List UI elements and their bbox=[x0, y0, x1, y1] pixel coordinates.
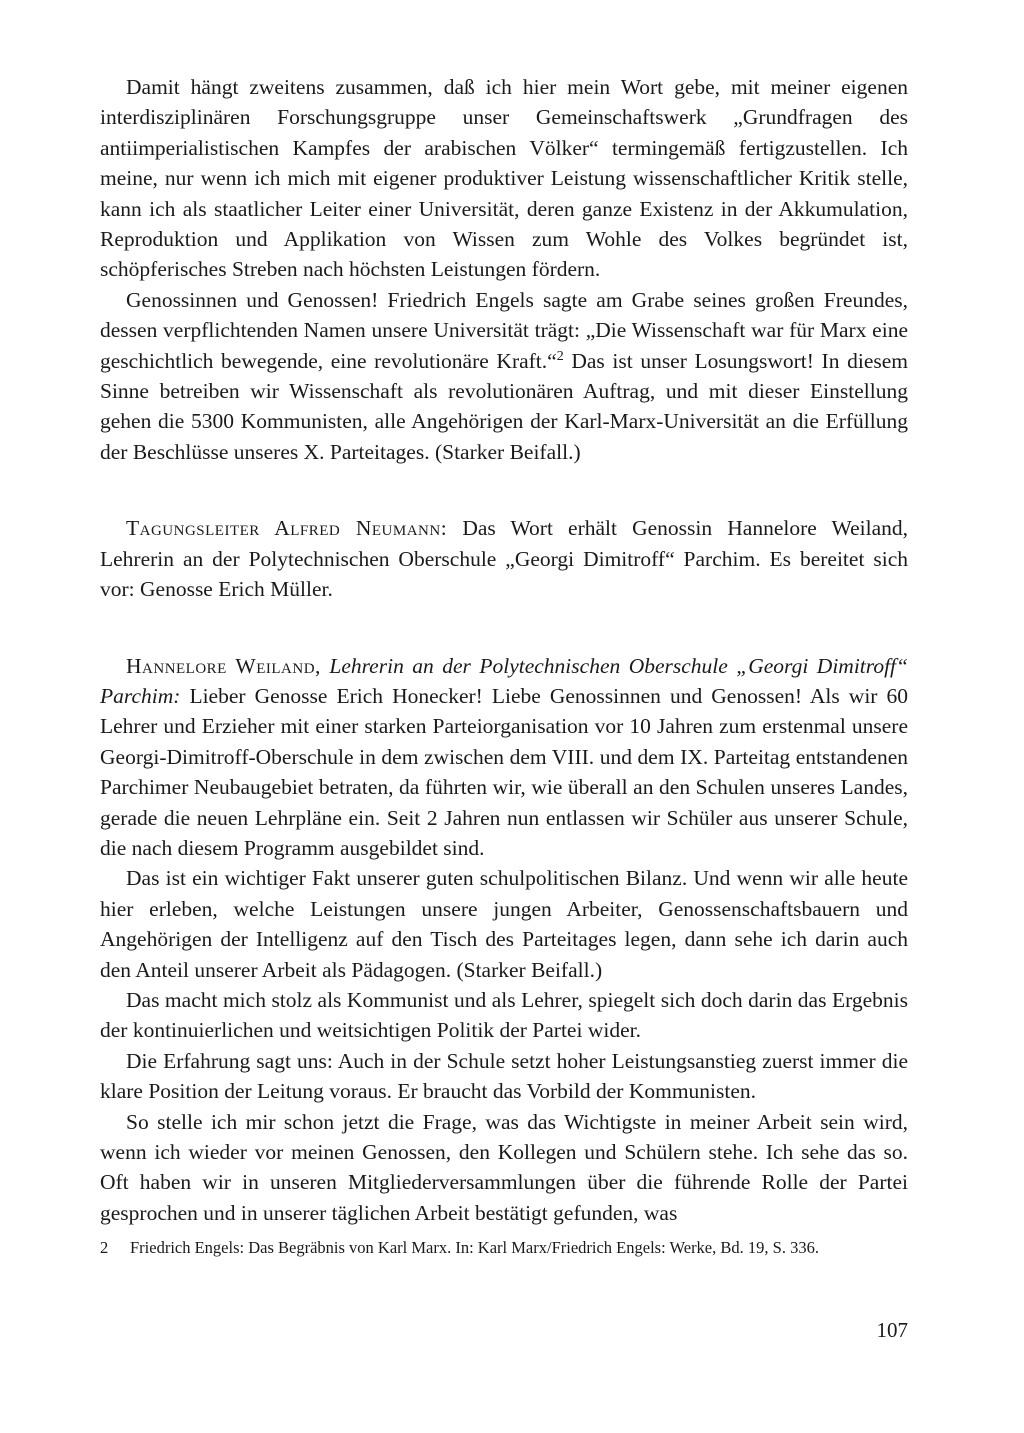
footnote-number: 2 bbox=[100, 1238, 109, 1258]
body-paragraph: Damit hängt zweitens zusammen, daß ich hier mein Wort gebe, mit meiner eigenen interdisziplinären Forschungsgruppe unser Gemeinschaftswerk „Grundfragen des antiimperialistischen Kampfes der arabischen Völker“ termingemäß fertigzustellen. Ich meine, nur wenn ich mich mit eigener produktiver Leistung wissenschaftlicher Kritik stelle, kann ich als staatlicher Leiter einer Universität, deren ganze Existenz in der Akkumulation, Reproduktion und Applikation von Wissen zum Wohle des Volkes begründet ist, schöpferisches Streben nach höchsten Leistungen fördern. bbox=[100, 75, 908, 282]
speech-role: Lehrerin an der Polytechnischen Oberschule „Georgi Dimitroff“ Parchim: bbox=[100, 653, 908, 708]
chair-text: Das Wort erhält Genossin Hannelore Weiland, Lehrerin an der Polytechnischen Oberschule „Georgi Dimitroff“ Parchim. Es bereitet sich vor: Genosse Erich Müller. bbox=[100, 516, 908, 602]
speech-paragraph: So stelle ich mir schon jetzt die Frage, was das Wichtigste in meiner Arbeit sein wird, wenn ich wieder vor meinen Genossen, den Kollegen und Schülern stehe. Ich sehe das so. Oft haben wir in unseren Mitgliederversammlungen über die führende Rolle der Partei gesprochen und in unserer täglichen Arbeit bestätigt gefunden, was bbox=[100, 1109, 908, 1225]
footnote-reference: 2 bbox=[556, 348, 564, 364]
page-number: 107 bbox=[876, 1318, 908, 1342]
speech-paragraph: Das macht mich stolz als Kommunist und als Lehrer, spiegelt sich doch darin das Ergebnis der kontinuierlichen und weitsichtigen Politik der Partei wider. bbox=[100, 987, 908, 1043]
body-paragraph-engels bbox=[100, 285, 908, 467]
speech-paragraph: Die Erfahrung sagt uns: Auch in der Schule setzt hoher Leistungsanstieg zuerst immer die klare Position der Leitung voraus. Er braucht das Vorbild der Kommunisten. bbox=[100, 1048, 908, 1104]
section-gap bbox=[100, 605, 908, 651]
chair-statement bbox=[100, 513, 908, 604]
speech-text: Lieber Genosse Erich Honecker! Liebe Genossinnen und Genossen! Als wir 60 Lehrer und Erzieher mit einer starken Parteiorganisation vor 10 Jahren zum erstenmal unsere Georgi-Dimitroff-Oberschule in dem zwischen dem VIII. und dem IX. Parteitag entstandenen Parchimer Neubaugebiet betraten, da führten wir, wie überall an den Schulen unseres Landes, gerade die neuen Lehrpläne ein. Seit 2 Jahren nun entlassen wir Schüler aus unserer Schule, die nach diesem Programm ausgebildet sind. bbox=[100, 683, 908, 860]
engels-text-before: Genossinnen und Genossen! Friedrich Engels sagte am Grabe seines großen Freundes, dessen verpflichtenden Namen unsere Universität trägt: „Die Wissenschaft war für Marx eine geschichtlich bewegende, eine revolutionäre Kraft.“ bbox=[100, 287, 908, 373]
speech-intro bbox=[100, 651, 908, 864]
section-gap bbox=[100, 467, 908, 513]
engels-text-after: Das ist unser Losungswort! In diesem Sinne betreiben wir Wissenschaft als revolutionären Auftrag, und mit dieser Einstellung gehen die 5300 Kommunisten, alle Angehörigen der Karl-Marx-Universität an die Erfüllung der Beschlüsse unseres X. Parteitages. (Starker Beifall.) bbox=[100, 348, 908, 464]
chair-speaker: Tagungsleiter Alfred Neumann: bbox=[126, 516, 448, 541]
speech-paragraph: Das ist ein wichtiger Fakt unserer guten schulpolitischen Bilanz. Und wenn wir alle heute hier erleben, welche Leistungen unsere jungen Arbeiter, Genossenschaftsbauern und Angehörigen der Intelligenz auf den Tisch des Parteitages legen, dann sehe ich darin auch den Anteil unserer Arbeit als Pädagogen. (Starker Beifall.) bbox=[100, 866, 908, 982]
document-page bbox=[100, 72, 908, 1260]
footnote-text: Friedrich Engels: Das Begräbnis von Karl Marx. In: Karl Marx/Friedrich Engels: Werke, Bd. 19, S. 336. bbox=[130, 1238, 819, 1258]
speech-speaker: Hannelore Weiland, bbox=[126, 653, 321, 678]
footnote bbox=[100, 1236, 908, 1260]
